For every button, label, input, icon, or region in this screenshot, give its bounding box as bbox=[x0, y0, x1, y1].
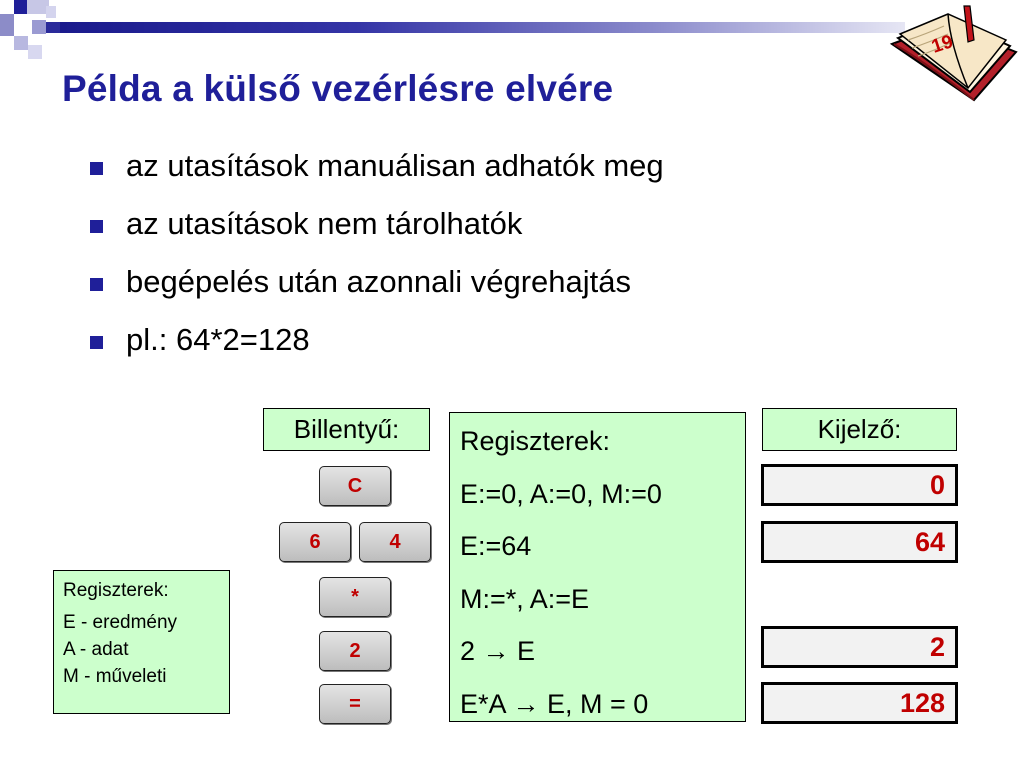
register-step: E:=0, A:=0, M:=0 bbox=[460, 478, 662, 509]
key-multiply[interactable]: * bbox=[319, 577, 391, 617]
register-step: E*A → E, M = 0 bbox=[460, 688, 649, 719]
bullet-square-icon bbox=[90, 162, 103, 175]
key-4[interactable]: 4 bbox=[359, 522, 431, 562]
bullet-item: begépelés után azonnali végrehajtás bbox=[90, 257, 664, 315]
legend-title: Regiszterek: bbox=[63, 580, 169, 601]
bullet-square-icon bbox=[90, 278, 103, 291]
page-number: 19 bbox=[929, 31, 956, 58]
display-value: 128 bbox=[761, 682, 958, 724]
book-icon bbox=[888, 4, 1022, 109]
register-legend-box bbox=[53, 570, 230, 714]
bullet-square-icon bbox=[90, 336, 103, 349]
title-bar-decoration bbox=[60, 22, 905, 33]
keyboard-label: Billentyű: bbox=[293, 414, 400, 444]
keyboard-label-box bbox=[263, 408, 430, 451]
key-c[interactable]: C bbox=[319, 466, 391, 506]
register-step: 2 → E bbox=[460, 636, 536, 667]
bullet-item: az utasítások manuálisan adhatók meg bbox=[90, 141, 664, 199]
bullet-list bbox=[90, 141, 664, 373]
bullet-square-icon bbox=[90, 220, 103, 233]
display-value: 64 bbox=[761, 521, 958, 563]
register-step: E:=64 bbox=[460, 531, 532, 562]
display-value: 2 bbox=[761, 626, 958, 668]
display-label-box bbox=[762, 408, 957, 451]
display-label: Kijelző: bbox=[817, 414, 902, 444]
key-6[interactable]: 6 bbox=[279, 522, 351, 562]
bullet-item: pl.: 64*2=128 bbox=[90, 315, 664, 373]
key-2[interactable]: 2 bbox=[319, 631, 391, 671]
legend-item: M - műveleti bbox=[63, 666, 167, 687]
registers-box bbox=[449, 412, 746, 722]
legend-item: A - adat bbox=[63, 639, 129, 660]
key-equals[interactable]: = bbox=[319, 684, 391, 724]
bullet-item: az utasítások nem tárolhatók bbox=[90, 199, 664, 257]
registers-label: Regiszterek: bbox=[460, 426, 611, 456]
display-value: 0 bbox=[761, 464, 958, 506]
slide-title: Példa a külső vezérlésre elvére bbox=[62, 68, 614, 109]
legend-item: E - eredmény bbox=[63, 612, 178, 633]
register-step: M:=*, A:=E bbox=[460, 583, 590, 614]
